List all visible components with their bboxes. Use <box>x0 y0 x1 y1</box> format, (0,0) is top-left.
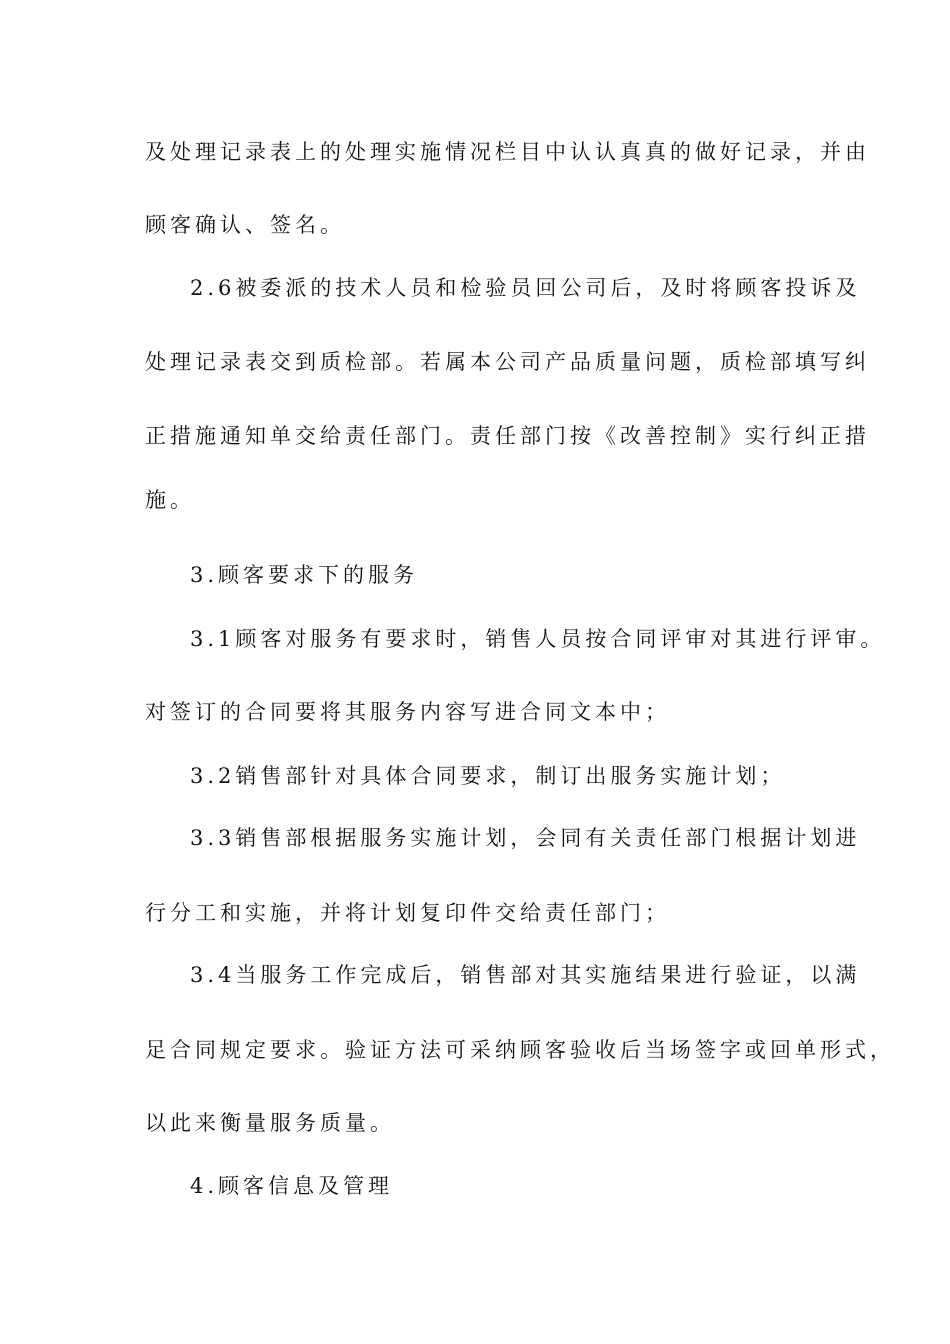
text-line: 施。 <box>145 488 195 512</box>
section-heading: 3.顾客要求下的服务 <box>190 563 419 587</box>
text-line: 3.2销售部针对具体合同要求，制订出服务实施计划； <box>190 764 786 788</box>
text-line: 足合同规定要求。验证方法可采纳顾客验收后当场签字或回单形式， <box>145 1038 895 1062</box>
text-line: 2.6被委派的技术人员和检验员回公司后，及时将顾客投诉及 <box>190 276 861 300</box>
text-line: 处理记录表交到质检部。若属本公司产品质量问题，质检部填写纠 <box>145 350 870 374</box>
text-line: 行分工和实施，并将计划复印件交给责任部门； <box>145 901 670 925</box>
text-line: 以此来衡量服务质量。 <box>145 1111 395 1135</box>
section-heading: 4.顾客信息及管理 <box>190 1174 394 1198</box>
text-line: 3.3销售部根据服务实施计划，会同有关责任部门根据计划进 <box>190 826 861 850</box>
text-line: 3.1顾客对服务有要求时，销售人员按合同评审对其进行评审。 <box>190 627 886 651</box>
text-line: 对签订的合同要将其服务内容写进合同文本中； <box>145 700 670 724</box>
text-line: 及处理记录表上的处理实施情况栏目中认认真真的做好记录，并由 <box>145 140 870 164</box>
text-line: 顾客确认、签名。 <box>145 213 345 237</box>
text-line: 正措施通知单交给责任部门。责任部门按《改善控制》实行纠正措 <box>145 424 870 448</box>
text-line: 3.4当服务工作完成后，销售部对其实施结果进行验证，以满 <box>190 963 861 987</box>
